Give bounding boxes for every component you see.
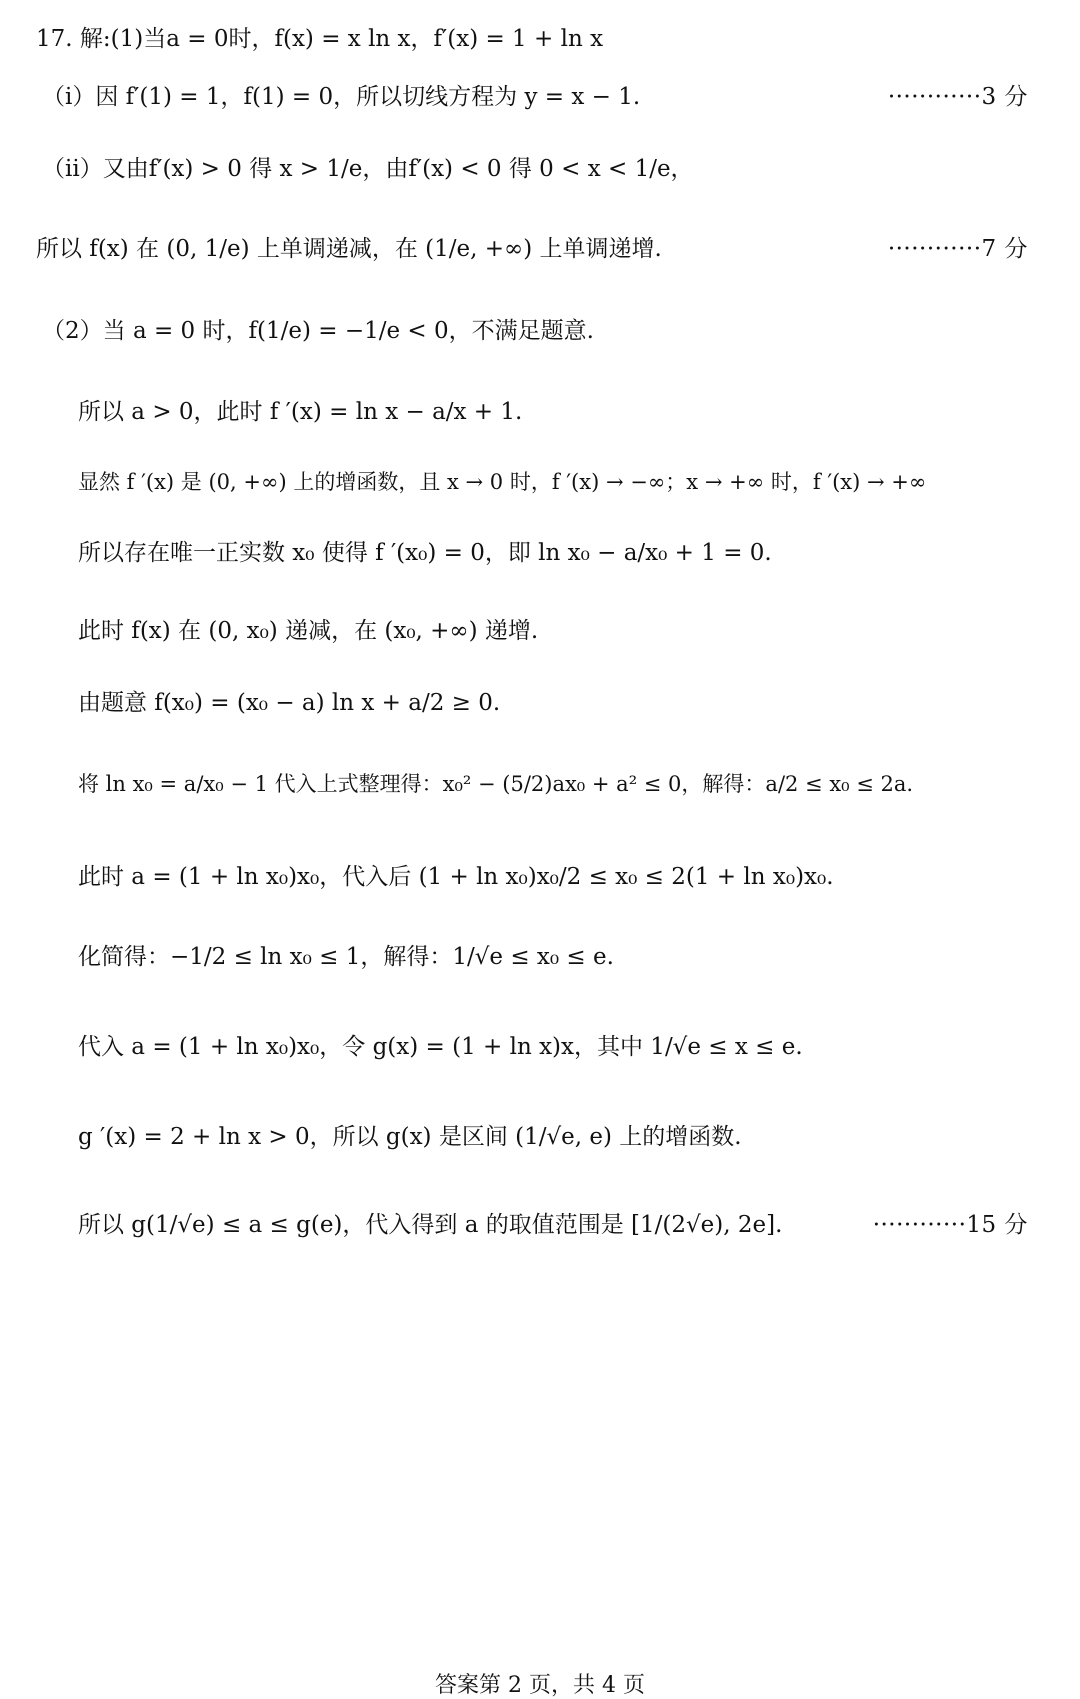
- line-text: 17. 解:(1)当a = 0时，f(x) = x ln x，f′(x) = 1 + ln x: [36, 26, 604, 52]
- line-text: 此时 f(x) 在 (0, x₀) 递减，在 (x₀, +∞) 递增.: [78, 618, 539, 644]
- line-text: 所以 a > 0，此时 f ′(x) = ln x − a/x + 1.: [78, 399, 523, 425]
- line-text: 所以存在唯一正实数 x₀ 使得 f ′(x₀) = 0，即 ln x₀ − a/x₀ + 1 = 0.: [78, 540, 772, 566]
- line-text: 显然 f ′(x) 是 (0, +∞) 上的增函数，且 x → 0 时，f ′(x) → −∞；x → +∞ 时，f ′(x) → +∞: [78, 470, 927, 494]
- page-footer: 答案第 2 页，共 4 页: [435, 1673, 645, 1698]
- line-text: 代入 a = (1 + ln x₀)x₀，令 g(x) = (1 + ln x)x，其中 1/√e ≤ x ≤ e.: [78, 1034, 803, 1060]
- score-mark: ············7 分: [887, 236, 1028, 262]
- line-text: 由题意 f(x₀) = (x₀ − a) ln x + a/2 ≥ 0.: [78, 690, 501, 716]
- line-text: （i）因 f′(1) = 1，f(1) = 0，所以切线方程为 y = x − 1.: [42, 84, 641, 110]
- line-text: 所以 f(x) 在 (0, 1/e) 上单调递减，在 (1/e, +∞) 上单调递增.: [36, 236, 662, 262]
- line-text: 此时 a = (1 + ln x₀)x₀，代入后 (1 + ln x₀)x₀/2 ≤ x₀ ≤ 2(1 + ln x₀)x₀.: [78, 864, 834, 890]
- line-text: （2）当 a = 0 时，f(1/e) = −1/e < 0，不满足题意.: [42, 318, 594, 344]
- line-text: 将 ln x₀ = a/x₀ − 1 代入上式整理得：x₀² − (5/2)ax₀ + a² ≤ 0，解得：a/2 ≤ x₀ ≤ 2a.: [78, 772, 914, 796]
- line-text: 所以 g(1/√e) ≤ a ≤ g(e)，代入得到 a 的取值范围是 [1/(2√e), 2e].: [78, 1212, 783, 1238]
- score-mark: ············3 分: [887, 84, 1028, 110]
- score-mark: ············15 分: [872, 1212, 1028, 1238]
- line-text: 化简得：−1/2 ≤ ln x₀ ≤ 1，解得：1/√e ≤ x₀ ≤ e.: [78, 944, 614, 970]
- line-text: g ′(x) = 2 + ln x > 0，所以 g(x) 是区间 (1/√e, e) 上的增函数.: [78, 1124, 742, 1150]
- line-text: （ii）又由f′(x) > 0 得 x > 1/e，由f′(x) < 0 得 0 < x < 1/e，: [42, 156, 694, 182]
